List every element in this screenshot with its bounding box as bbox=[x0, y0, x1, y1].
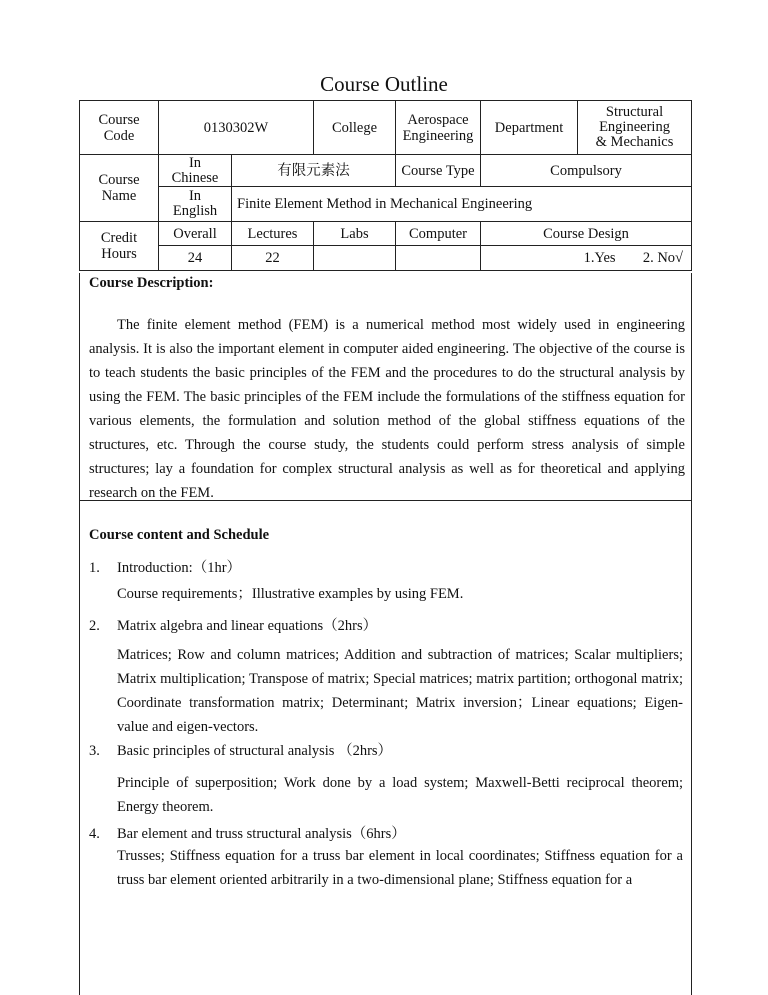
course-info-table bbox=[79, 100, 692, 271]
item-number: 2. bbox=[89, 618, 100, 634]
course-code-value: 0130302W bbox=[159, 101, 314, 155]
in-english-label: In English bbox=[159, 187, 232, 222]
lectures-value: 22 bbox=[232, 246, 314, 271]
schedule-item-content: Course requirements；Illustrative examples by using FEM. bbox=[117, 586, 464, 602]
lectures-label: Lectures bbox=[232, 222, 314, 246]
course-description-body: The finite element method (FEM) is a numerical method most widely used in engineering analysis. It is also the important element in computer aided engineering. The objective of the course is to teach students the basic principles of the FEM and the procedures to do the structural analysis by using the FEM. The basic principles of the FEM include the formulations of the stiffness equation for various elements, the formulation and solution method of the global stiffness equations of the structures, etc. Through the course study, the students could perform stress analysis of simple structures; lay a foundation for complex structural analysis as well as for theoretical and applying research on the FEM. bbox=[89, 317, 685, 501]
overall-label: Overall bbox=[159, 222, 232, 246]
item-title: Basic principles of structural analysis （2hrs） bbox=[117, 743, 393, 759]
course-description-label: Course Description: bbox=[89, 275, 214, 291]
labs-label: Labs bbox=[314, 222, 396, 246]
course-design-value bbox=[481, 246, 692, 271]
chinese-course-name: 有限元素法 bbox=[232, 155, 396, 187]
english-course-name: Finite Element Method in Mechanical Engineering bbox=[232, 187, 692, 222]
item-number: 4. bbox=[89, 826, 100, 842]
department-value: Structural Engineering & Mechanics bbox=[578, 101, 692, 155]
overall-value: 24 bbox=[159, 246, 232, 271]
item-title: Bar element and truss structural analysis（6hrs） bbox=[117, 826, 406, 842]
schedule-label: Course content and Schedule bbox=[89, 527, 270, 543]
college-value: Aerospace Engineering bbox=[396, 101, 481, 155]
course-design-label: Course Design bbox=[481, 222, 692, 246]
computer-label: Computer bbox=[396, 222, 481, 246]
course-name-label: Course Name bbox=[80, 155, 159, 222]
schedule-item-content: Trusses; Stiffness equation for a truss bar element in local coordinates; Stiffness equation for a truss bar element oriented arbitrarily in a two-dimensional plane; Stiffness equation for a bbox=[117, 848, 683, 888]
item-title: Introduction:（1hr） bbox=[117, 560, 242, 576]
item-number: 3. bbox=[89, 743, 100, 759]
course-type-label: Course Type bbox=[396, 155, 481, 187]
item-title: Matrix algebra and linear equations（2hrs） bbox=[117, 618, 378, 634]
college-label: College bbox=[314, 101, 396, 155]
schedule-item-title bbox=[89, 739, 392, 760]
schedule-item-title bbox=[89, 556, 241, 577]
credit-hours-label: Credit Hours bbox=[80, 222, 159, 271]
course-description-section bbox=[79, 273, 692, 501]
course-description-text bbox=[89, 313, 685, 505]
item-number: 1. bbox=[89, 560, 100, 576]
schedule-item-title bbox=[89, 822, 406, 843]
course-code-label: Course Code bbox=[80, 101, 159, 155]
in-chinese-label: In Chinese bbox=[159, 155, 232, 187]
labs-value bbox=[314, 246, 396, 271]
course-type-value: Compulsory bbox=[481, 155, 692, 187]
department-label: Department bbox=[481, 101, 578, 155]
page-title: Course Outline bbox=[320, 72, 448, 96]
schedule-item-content: Matrices; Row and column matrices; Addition and subtraction of matrices; Scalar multipliers; Matrix multiplication; Transpose of matrix; Special matrices; matrix partition; orthogonal matrix; Coordinate transformation matrix; Determinant; Matrix inversion；Linear equations; Eigen-value and eigen-vectors. bbox=[117, 647, 683, 735]
computer-value bbox=[396, 246, 481, 271]
course-schedule-section bbox=[79, 500, 692, 995]
design-yes: 1.Yes bbox=[583, 250, 616, 266]
schedule-item-title bbox=[89, 614, 377, 635]
design-no: 2. No√ bbox=[642, 250, 684, 266]
schedule-item-content: Principle of superposition; Work done by a load system; Maxwell-Betti reciprocal theorem; Energy theorem. bbox=[117, 775, 683, 815]
